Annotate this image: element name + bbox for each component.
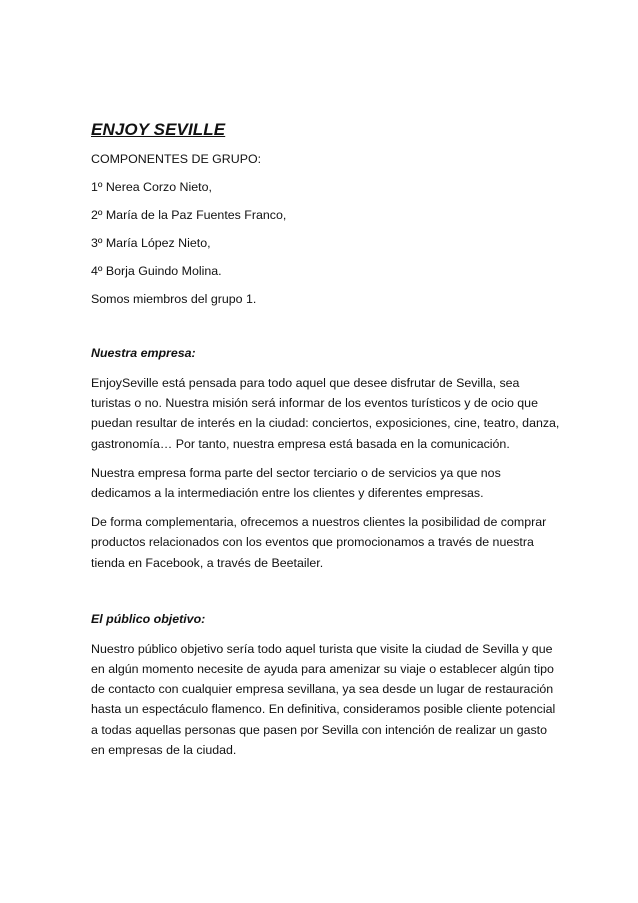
company-paragraph-1: EnjoySeville está pensada para todo aquel que desee disfrutar de Sevilla, sea turistas o no. Nuestra misión será informar de los eventos turísticos y de ocio que puedan resultar de interés en la ciudad: conciertos, exposiciones, cine, teatro, danza, gastronomía… Por tanto, nuestra empresa está basada en la comunicación. bbox=[91, 376, 560, 451]
spacer bbox=[91, 582, 561, 612]
group-heading: COMPONENTES DE GRUPO: bbox=[91, 152, 262, 166]
spacer bbox=[91, 320, 561, 346]
member-3: 3º María López Nieto, bbox=[91, 236, 211, 250]
company-paragraph-3: De forma complementaria, ofrecemos a nuestros clientes la posibilidad de comprar productos relacionados con los eventos que promocionamos a través de nuestra tienda en Facebook, a través de Beetailer. bbox=[91, 515, 547, 570]
document-title: ENJOY SEVILLE bbox=[91, 120, 226, 139]
company-paragraph-2: Nuestra empresa forma parte del sector terciario o de servicios ya que nos dedicamos a la intermediación entre los clientes y diferentes empresas. bbox=[91, 465, 501, 501]
section-heading-company: Nuestra empresa: bbox=[91, 346, 196, 360]
member-1: 1º Nerea Corzo Nieto, bbox=[91, 180, 212, 194]
audience-paragraph-1: Nuestro público objetivo sería todo aquel turista que visite la ciudad de Sevilla y que en algún momento necesite de ayuda para amenizar su viaje o establecer algún tipo de contacto con cualquier empresa sevillana, ya sea desde un lugar de restauración hasta un espectáculo flamenco. En definitiva, consideramos posible cliente potencial a todas aquellas personas que pasen por Sevilla con intención de realizar un gasto en empresas de la ciudad. bbox=[91, 641, 556, 757]
member-2: 2º María de la Paz Fuentes Franco, bbox=[91, 208, 287, 222]
member-4: 4º Borja Guindo Molina. bbox=[91, 264, 222, 278]
group-note: Somos miembros del grupo 1. bbox=[91, 292, 257, 306]
document-page bbox=[91, 120, 561, 769]
section-heading-audience: El público objetivo: bbox=[91, 611, 206, 626]
